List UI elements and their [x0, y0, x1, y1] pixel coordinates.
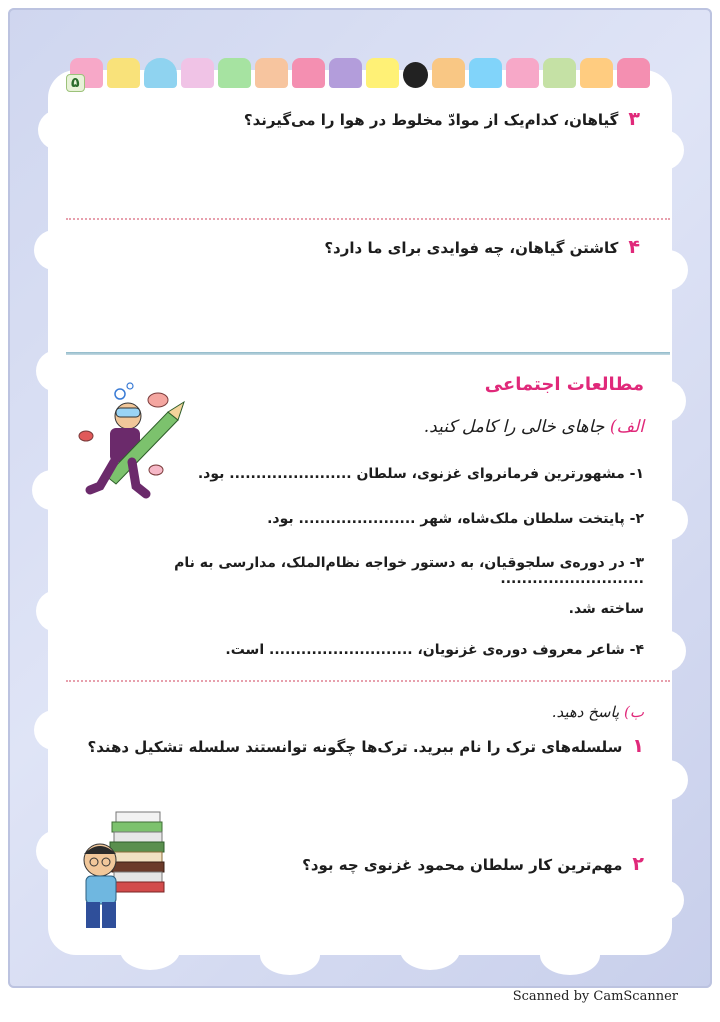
question-text: مهم‌ترین کار سلطان محمود غزنوی چه بود؟ — [302, 856, 623, 874]
question-number: ۳ — [628, 108, 640, 130]
part-instruction: جاهای خالی را کامل کنید. — [423, 417, 605, 437]
question-text: کاشتن گیاهان، چه فوایدی برای ما دارد؟ — [324, 239, 619, 257]
part-letter: الف) — [609, 417, 644, 437]
section-divider — [66, 352, 670, 355]
page-number: ۵ — [66, 74, 85, 92]
question-number: ۲ — [632, 853, 644, 875]
question-number: ۴ — [628, 236, 640, 258]
divider — [66, 680, 670, 682]
fill-item-3: ۳- در دوره‌ی سلجوقیان، به دستور خواجه نظام‌الملک، مدارسی به نام ........................... — [174, 555, 644, 587]
question-text: گیاهان، کدام‌یک از موادّ مخلوط در هوا را می‌گیرند؟ — [243, 111, 619, 129]
section-title: مطالعات اجتماعی — [484, 374, 644, 395]
part-letter: ب) — [624, 703, 644, 721]
question-3 — [80, 108, 640, 130]
question-4 — [80, 236, 640, 258]
fill-item-4: ۴- شاعر معروف دوره‌ی غزنویان، ........................... است. — [225, 642, 644, 658]
decorative-header — [70, 44, 650, 88]
part-b-heading — [552, 703, 644, 721]
part-a-heading — [424, 417, 644, 437]
scanner-watermark: Scanned by CamScanner — [512, 989, 678, 1004]
diver-with-pencil-illustration — [70, 382, 190, 504]
part-instruction: پاسخ دهید. — [551, 703, 620, 721]
divider — [66, 218, 670, 220]
fill-item-1: ۱- مشهورترین فرمانروای غزنوی، سلطان ....................... بود. — [197, 466, 644, 482]
fill-item-3-cont: ساخته شد. — [568, 601, 644, 617]
fill-item-2: ۲- پایتخت سلطان ملک‌شاه، شهر ...................... بود. — [267, 511, 644, 527]
question-number: ۱ — [632, 735, 644, 757]
boy-with-books-illustration — [76, 808, 176, 936]
part-b-question-1 — [44, 735, 644, 757]
question-text: سلسله‌های ترک را نام ببرید. ترک‌ها چگونه توانستند سلسله تشکیل دهند؟ — [87, 738, 623, 756]
